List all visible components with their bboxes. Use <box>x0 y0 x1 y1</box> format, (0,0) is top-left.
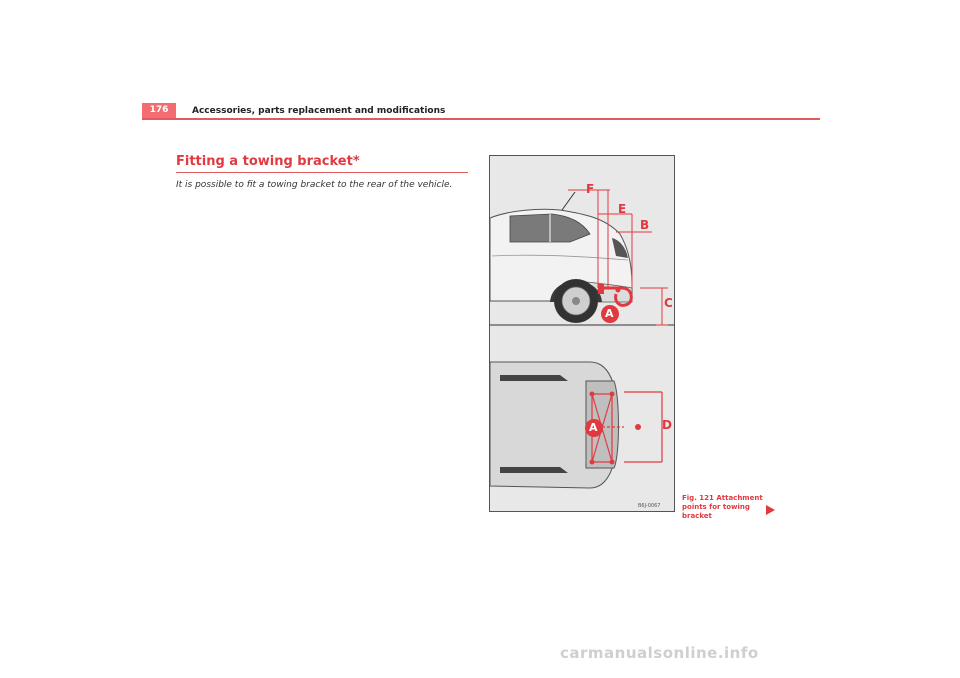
section-intro: It is possible to fit a towing bracket to the rear of the vehicle. <box>176 180 453 190</box>
towing-bracket-figure <box>489 155 675 512</box>
continue-arrow-icon <box>766 505 775 515</box>
side-window-right <box>500 467 568 473</box>
caption-line-2: points for towing bracket <box>682 503 750 520</box>
chapter-title: Accessories, parts replacement and modifications <box>192 106 446 116</box>
header-rule <box>142 118 820 120</box>
label-f: F <box>586 182 595 196</box>
caption-line-1: Fig. 121 Attachment <box>682 494 763 502</box>
label-a-top: A <box>589 421 598 434</box>
page-number: 176 <box>142 103 176 118</box>
side-window-left <box>500 375 568 381</box>
figure-illustration <box>490 156 675 512</box>
tow-ball-top <box>635 424 641 430</box>
label-b: B <box>640 218 650 232</box>
figure-caption <box>682 494 778 521</box>
section-rule <box>176 172 468 173</box>
label-a-side: A <box>605 307 614 320</box>
label-c: C <box>664 296 673 310</box>
figure-code: B6J-0067 <box>638 503 661 509</box>
watermark: carmanualsonline.info <box>560 644 759 662</box>
label-e: E <box>618 202 627 216</box>
label-d: D <box>662 418 672 432</box>
section-title: Fitting a towing bracket* <box>176 154 360 169</box>
